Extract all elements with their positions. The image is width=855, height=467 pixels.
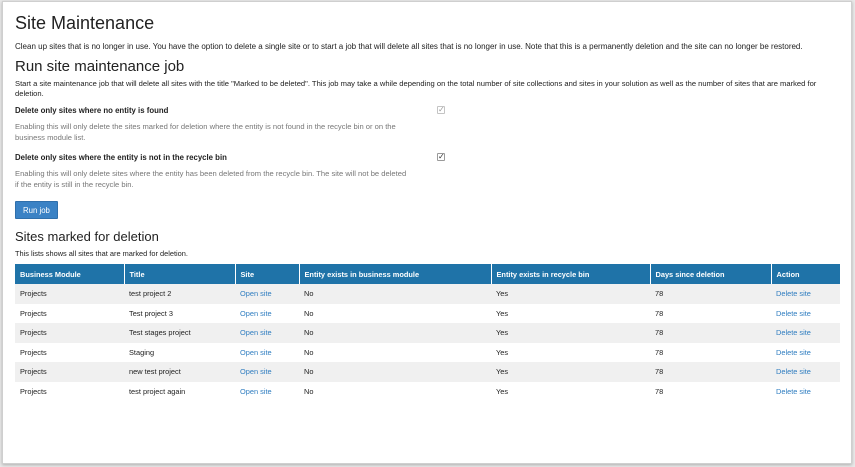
cell-days-since-deletion: 78 [650, 323, 771, 343]
option-no-entity [15, 106, 445, 143]
page-description: Clean up sites that is no longer in use. You have the option to delete a single site or to start a job that will delete all sites that is no longer in use. Note that this is a permanently deletion and the site can no longer be restored. [15, 42, 803, 51]
cell-business-module: Projects [15, 304, 124, 324]
cell-business-module: Projects [15, 362, 124, 382]
delete-site-link[interactable]: Delete site [771, 304, 840, 324]
cell-title: test project 2 [124, 284, 235, 304]
delete-site-link[interactable]: Delete site [771, 343, 840, 363]
option-no-entity-label: Delete only sites where no entity is found [15, 106, 169, 115]
cell-title: test project again [124, 382, 235, 402]
delete-site-link[interactable]: Delete site [771, 323, 840, 343]
cell-title: Test stages project [124, 323, 235, 343]
delete-site-link[interactable]: Delete site [771, 382, 840, 402]
cell-days-since-deletion: 78 [650, 284, 771, 304]
delete-site-link[interactable]: Delete site [771, 362, 840, 382]
open-site-link[interactable]: Open site [235, 362, 299, 382]
table-row [15, 284, 840, 304]
table-header-row [15, 264, 840, 284]
option-not-in-recycle-bin-label: Delete only sites where the entity is not in the recycle bin [15, 153, 227, 162]
page-title: Site Maintenance [15, 13, 155, 33]
cell-entity-in-business-module: No [299, 304, 491, 324]
cell-days-since-deletion: 78 [650, 304, 771, 324]
option-no-entity-help: Enabling this will only delete the sites marked for deletion where the entity is not found in the recycle bin or on the business module list. [15, 122, 396, 142]
marked-section-description: This lists shows all sites that are marked for deletion. [15, 249, 188, 258]
cell-entity-in-business-module: No [299, 382, 491, 402]
option-not-in-recycle-bin-checkbox[interactable]: ✓ [438, 152, 445, 161]
cell-business-module: Projects [15, 323, 124, 343]
cell-entity-in-recycle-bin: Yes [491, 304, 650, 324]
open-site-link[interactable]: Open site [235, 304, 299, 324]
cell-days-since-deletion: 78 [650, 382, 771, 402]
sites-table [15, 264, 840, 401]
column-header-entity-in-business-module[interactable]: Entity exists in business module [299, 264, 491, 284]
job-description: Start a site maintenance job that will delete all sites with the title "Marked to be deleted". This job may take a while depending on the total number of site collections and sites in your solution as well as the number of sites that are marked for deletion. [15, 79, 817, 98]
open-site-link[interactable]: Open site [235, 343, 299, 363]
option-not-in-recycle-bin [15, 153, 445, 190]
cell-entity-in-recycle-bin: Yes [491, 362, 650, 382]
cell-entity-in-recycle-bin: Yes [491, 343, 650, 363]
app-window [2, 1, 852, 464]
marked-section-title: Sites marked for deletion [15, 229, 159, 244]
cell-title: Test project 3 [124, 304, 235, 324]
table-row [15, 382, 840, 402]
cell-business-module: Projects [15, 382, 124, 402]
column-header-entity-in-recycle-bin[interactable]: Entity exists in recycle bin [491, 264, 650, 284]
column-header-site[interactable]: Site [235, 264, 299, 284]
delete-site-link[interactable]: Delete site [771, 284, 840, 304]
column-header-title[interactable]: Title [124, 264, 235, 284]
run-job-button[interactable]: Run job [15, 201, 58, 219]
cell-business-module: Projects [15, 284, 124, 304]
option-not-in-recycle-bin-help: Enabling this will only delete sites where the entity has been deleted from the recycle bin. The site will not be deleted if the entity is still in the recycle bin. [15, 169, 407, 189]
cell-entity-in-business-module: No [299, 343, 491, 363]
column-header-business-module[interactable]: Business Module [15, 264, 124, 284]
cell-days-since-deletion: 78 [650, 362, 771, 382]
cell-entity-in-business-module: No [299, 284, 491, 304]
cell-title: new test project [124, 362, 235, 382]
job-section-title: Run site maintenance job [15, 58, 185, 75]
main-content [15, 12, 841, 401]
open-site-link[interactable]: Open site [235, 382, 299, 402]
cell-business-module: Projects [15, 343, 124, 363]
column-header-action: Action [771, 264, 840, 284]
open-site-link[interactable]: Open site [235, 284, 299, 304]
open-site-link[interactable]: Open site [235, 323, 299, 343]
table-row [15, 362, 840, 382]
cell-entity-in-recycle-bin: Yes [491, 382, 650, 402]
table-row [15, 304, 840, 324]
column-header-days-since-deletion[interactable]: Days since deletion [650, 264, 771, 284]
table-row [15, 343, 840, 363]
cell-title: Staging [124, 343, 235, 363]
cell-entity-in-recycle-bin: Yes [491, 284, 650, 304]
cell-entity-in-business-module: No [299, 362, 491, 382]
cell-entity-in-recycle-bin: Yes [491, 323, 650, 343]
cell-entity-in-business-module: No [299, 323, 491, 343]
cell-days-since-deletion: 78 [650, 343, 771, 363]
option-no-entity-checkbox[interactable]: ✓ [438, 105, 445, 114]
table-row [15, 323, 840, 343]
